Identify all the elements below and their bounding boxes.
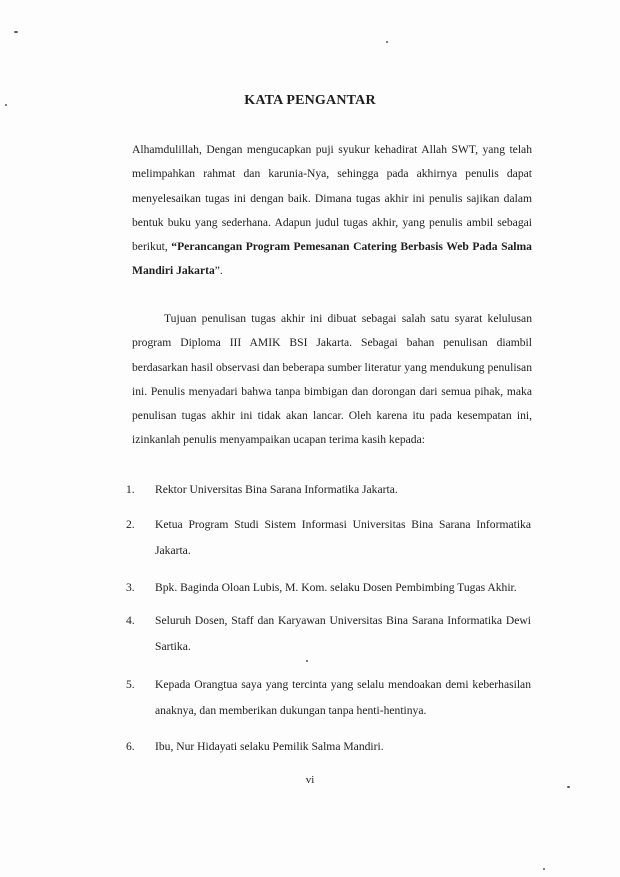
- list-item-number: 4.: [126, 614, 135, 627]
- list-item-number: 6.: [126, 740, 135, 753]
- list-item-text: Seluruh Dosen, Staff dan Karyawan Universitas Bina Sarana Informatika Dewi Sartika.: [155, 614, 531, 653]
- intro-text-end: ”.: [214, 264, 223, 278]
- list-item-number: 2.: [126, 518, 135, 531]
- list-item-text: Bpk. Baginda Oloan Lubis, M. Kom. selaku Dosen Pembimbing Tugas Akhir.: [155, 581, 517, 594]
- list-item-number: 1.: [126, 483, 135, 496]
- scan-speck: [567, 786, 570, 788]
- list-item-number: 5.: [126, 678, 135, 691]
- scan-speck: [543, 868, 545, 870]
- intro-text: Alhamdulillah, Dengan mengucapkan puji syukur kehadirat Allah SWT, yang telah melimpahkan rahmat dan karunia-Nya, sehingga pada akhirnya penulis dapat menyelesaikan tugas ini dengan baik. Dimana tugas akhir ini penulis sajikan dalam bentuk buku yang sederhana. Adapun judul tugas akhir, yang penulis ambil sebagai berikut,: [132, 143, 532, 254]
- page-number: vi: [305, 774, 315, 786]
- list-item-number: 3.: [126, 581, 135, 594]
- purpose-paragraph: Tujuan penulisan tugas akhir ini dibuat sebagai salah satu syarat kelulusan program Diploma III AMIK BSI Jakarta. Sebagai bahan penulisan diambil berdasarkan hasil observasi dan beberapa sumber literatur yang mendukung penulisan ini. Penulis menyadari bahwa tanpa bimbigan dan dorongan dari semua pihak, maka penulisan tugas akhir ini tidak akan lancar. Oleh karena itu pada kesempatan ini, izinkanlah penulis menyampaikan ucapan terima kasih kepada:: [132, 312, 532, 447]
- thesis-title: “Perancangan Program Pemesanan Catering Berbasis Web Pada Salma Mandiri Jakarta: [132, 240, 532, 278]
- list-item-text: Ibu, Nur Hidayati selaku Pemilik Salma Mandiri.: [155, 740, 384, 753]
- scan-speck: [386, 41, 388, 43]
- list-item-text: Ketua Program Studi Sistem Informasi Universitas Bina Sarana Informatika Jakarta.: [155, 518, 531, 557]
- list-item-text: Rektor Universitas Bina Sarana Informatika Jakarta.: [155, 483, 398, 496]
- scan-speck: [14, 31, 18, 33]
- list-item-text: Kepada Orangtua saya yang tercinta yang selalu mendoakan demi keberhasilan anaknya, dan memberikan dukungan tanpa henti-hentinya.: [155, 678, 531, 717]
- scan-speck: [306, 660, 308, 662]
- scan-speck: [5, 104, 7, 106]
- page-title: KATA PENGANTAR: [244, 93, 376, 108]
